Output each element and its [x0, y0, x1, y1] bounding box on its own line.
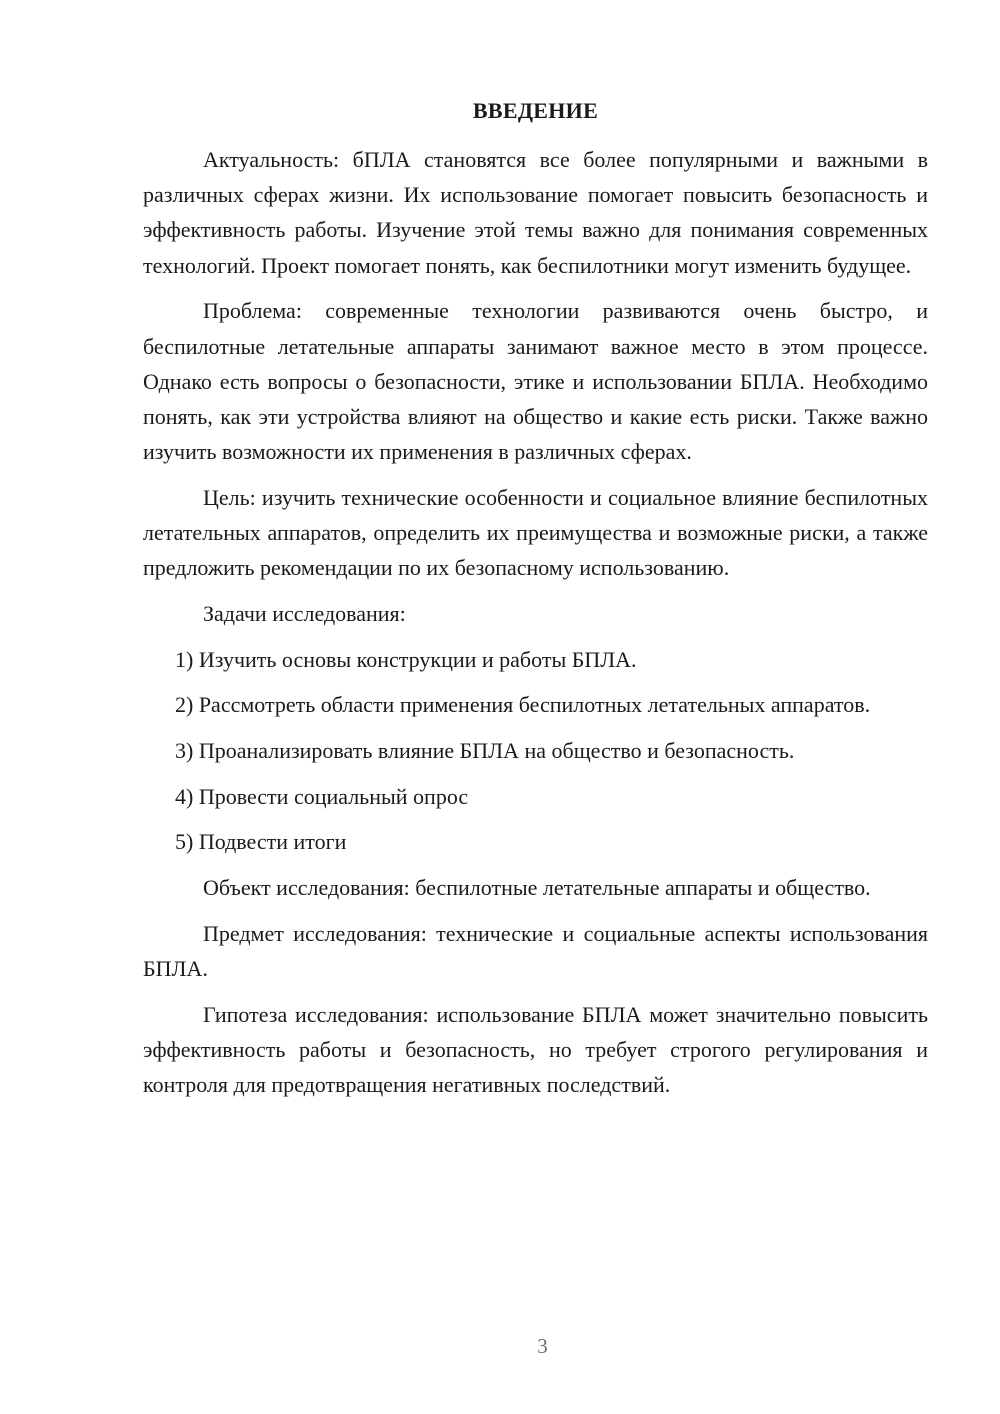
task-item-4: 4) Провести социальный опрос	[175, 783, 469, 809]
task-item-3: 3) Проанализировать влияние БПЛА на общество и безопасность.	[175, 738, 795, 764]
paragraph-goal: Цель: изучить технические особенности и социальное влияние беспилотных летательных аппаратов, определить их преимущества и возможные риски, а также предложить рекомендации по их безопасному использованию.	[143, 484, 928, 581]
paragraph-hypothesis: Гипотеза исследования: использование БПЛА может значительно повысить эффективность работы и безопасность, но требует строгого регулирования и контроля для предотвращения негативных последствий.	[143, 1001, 928, 1098]
paragraph-relevance: Актуальность: бПЛА становятся все более популярными и важными в различных сферах жизни. Их использование помогает повысить безопасность и эффективность работы. Изучение этой темы важно для понимания современных технологий. Проект помогает понять, как беспилотники могут изменить будущее.	[143, 147, 928, 278]
paragraph-object: Объект исследования: беспилотные летательные аппараты и общество.	[203, 875, 871, 901]
task-item-1: 1) Изучить основы конструкции и работы БПЛА.	[175, 646, 637, 672]
page-number-footer	[143, 1332, 928, 1360]
paragraph-problem: Проблема: современные технологии развиваются очень быстро, и беспилотные летательные аппараты занимают важное место в этом процессе. Однако есть вопросы о безопасности, этике и использовании БПЛА. Необходимо понять, как эти устройства влияют на общество и какие есть риски. Также важно изучить возможности их применения в различных сферах.	[143, 298, 928, 465]
paragraph-tasks-heading: Задачи исследования:	[203, 600, 406, 626]
task-item-2: 2) Рассмотреть области применения беспилотных летательных аппаратов.	[175, 692, 871, 718]
document-page	[143, 0, 928, 1414]
task-item-5: 5) Подвести итоги	[175, 829, 347, 855]
document-body	[143, 142, 928, 1113]
page-number: 3	[537, 1334, 548, 1358]
paragraph-subject: Предмет исследования: технические и социальные аспекты использования БПЛА.	[143, 920, 928, 982]
page-title: ВВЕДЕНИЕ	[472, 98, 599, 123]
